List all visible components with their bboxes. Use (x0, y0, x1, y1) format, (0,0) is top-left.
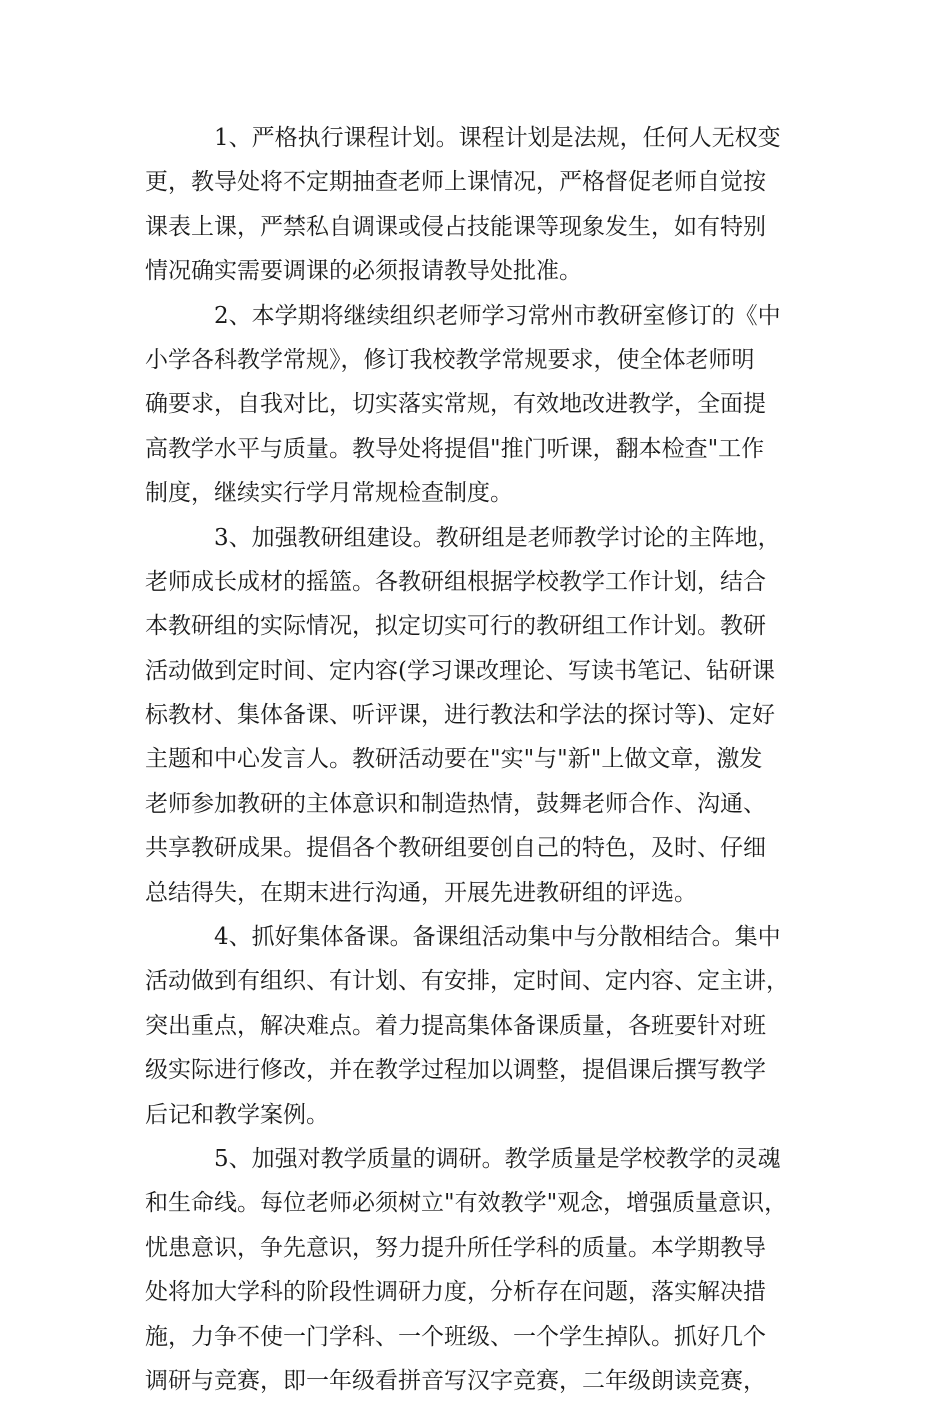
text-line: 活动做到定时间、定内容(学习课改理论、写读书笔记、钻研课 (145, 657, 775, 684)
text-line: 级实际进行修改，并在教学过程加以调整，提倡课后撰写教学 (145, 1057, 766, 1084)
text-line: 课表上课，严禁私自调课或侵占技能课等现象发生，如有特别 (145, 213, 766, 240)
text-line: 总结得失，在期末进行沟通，开展先进教研组的评选。 (145, 879, 697, 906)
text-line: 共享教研成果。提倡各个教研组要创自己的特色，及时、仔细 (145, 835, 766, 862)
paragraph-4 (145, 915, 810, 1137)
paragraph-1 (145, 116, 810, 294)
text-line: 后记和教学案例。 (145, 1101, 329, 1128)
text-line: 处将加大学科的阶段性调研力度，分析存在问题，落实解决措 (145, 1279, 766, 1306)
text-line: 老师成长成材的摇篮。各教研组根据学校教学工作计划，结合 (145, 568, 766, 595)
text-line: 制度，继续实行学月常规检查制度。 (145, 480, 513, 507)
text-line: 老师参加教研的主体意识和制造热情，鼓舞老师合作、沟通、 (145, 790, 766, 817)
text-line: 高教学水平与质量。教导处将提倡"推门听课，翻本检查"工作 (145, 435, 765, 462)
text-line: 突出重点，解决难点。着力提高集体备课质量，各班要针对班 (145, 1012, 766, 1039)
text-line: 本教研组的实际情况，拟定切实可行的教研组工作计划。教研 (145, 613, 766, 640)
paragraph-3 (145, 516, 810, 916)
text-line: 调研与竞赛，即一年级看拼音写汉字竞赛，二年级朗读竞赛， (145, 1367, 766, 1394)
paragraph-2 (145, 294, 810, 516)
text-line: 2、本学期将继续组织老师学习常州市教研室修订的《中 (214, 302, 781, 329)
text-line: 主题和中心发言人。教研活动要在"实"与"新"上做文章，激发 (145, 746, 763, 773)
paragraph-5 (145, 1137, 810, 1403)
text-line: 小学各科教学常规》，修订我校教学常规要求，使全体老师明 (145, 346, 755, 373)
text-line: 和生命线。每位老师必须树立"有效教学"观念，增强质量意识， (145, 1190, 788, 1217)
text-line: 4、抓好集体备课。备课组活动集中与分散相结合。集中 (214, 924, 781, 951)
document-page (145, 116, 810, 1403)
text-line: 5、加强对教学质量的调研。教学质量是学校教学的灵魂 (214, 1145, 781, 1172)
text-line: 1、严格执行课程计划。课程计划是法规，任何人无权变 (214, 125, 781, 151)
text-line: 活动做到有组织、有计划、有安排，定时间、定内容、定主讲， (145, 968, 789, 995)
text-line: 标教材、集体备课、听评课，进行教法和学法的探讨等)、定好 (145, 702, 775, 729)
text-line: 忧患意识，争先意识，努力提升所任学科的质量。本学期教导 (145, 1234, 766, 1261)
text-line: 确要求，自我对比，切实落实常规，有效地改进教学，全面提 (145, 391, 766, 418)
text-line: 情况确实需要调课的必须报请教导处批准。 (145, 258, 582, 285)
text-line: 更，教导处将不定期抽查老师上课情况，严格督促老师自觉按 (145, 169, 766, 196)
text-line: 3、加强教研组建设。教研组是老师教学讨论的主阵地， (214, 524, 781, 551)
text-line: 施，力争不使一门学科、一个班级、一个学生掉队。抓好几个 (145, 1323, 766, 1350)
